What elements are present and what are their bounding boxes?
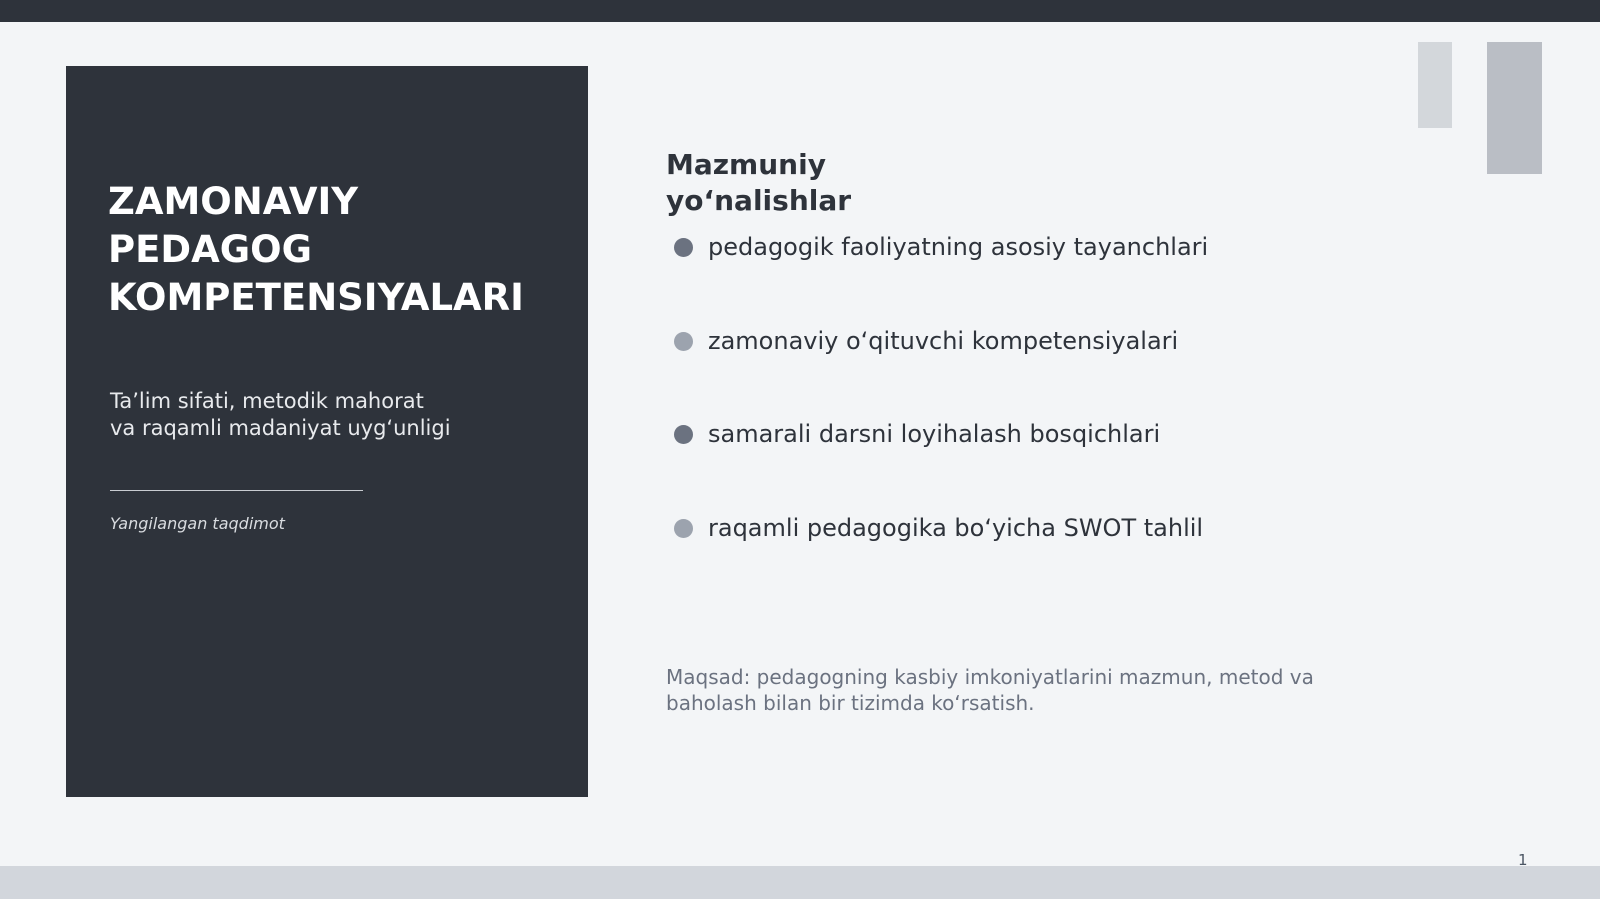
bullet-item [674,511,1208,605]
bullet-text: pedagogik faoliyatning asosiy tayanchlari [708,233,1209,261]
bullet-dot-icon [674,238,693,257]
bullet-text: raqamli pedagogika bo‘yicha SWOT tahlil [708,513,1204,542]
bullet-item [674,417,1208,511]
bullet-dot-icon [674,332,693,351]
bullet-text: zamonaviy o‘qituvchi kompetensiyalari [708,326,1179,355]
bullet-text: samarali darsni loyihalash bosqichlari [708,420,1161,448]
top-bar [0,0,1600,22]
bottom-bar [0,866,1600,899]
title-panel [66,66,588,797]
bullet-item [674,230,1208,324]
section-heading: Mazmuniy yo‘nalishlar [666,148,852,217]
decorative-bar-large [1487,42,1542,174]
goal-statement: Maqsad: pedagogning kasbiy imkoniyatlarini mazmun, metod va baholash bilan bir tizimda ko‘rsatish. [666,665,1314,715]
slide-subtitle: Ta’lim sifati, metodik mahorat va raqamli madaniyat uyg‘unligi [110,389,451,440]
bullet-dot-icon [674,519,693,538]
decorative-bar-small [1418,42,1452,128]
bullet-list [674,230,1208,604]
updated-note: Yangilangan taqdimot [110,514,285,533]
bullet-dot-icon [674,425,693,444]
slide-title: ZAMONAVIY PEDAGOG KOMPETENSIYALARI [108,180,524,319]
title-divider [110,490,363,491]
page-number: 1 [1518,851,1528,869]
bullet-item [674,324,1208,418]
